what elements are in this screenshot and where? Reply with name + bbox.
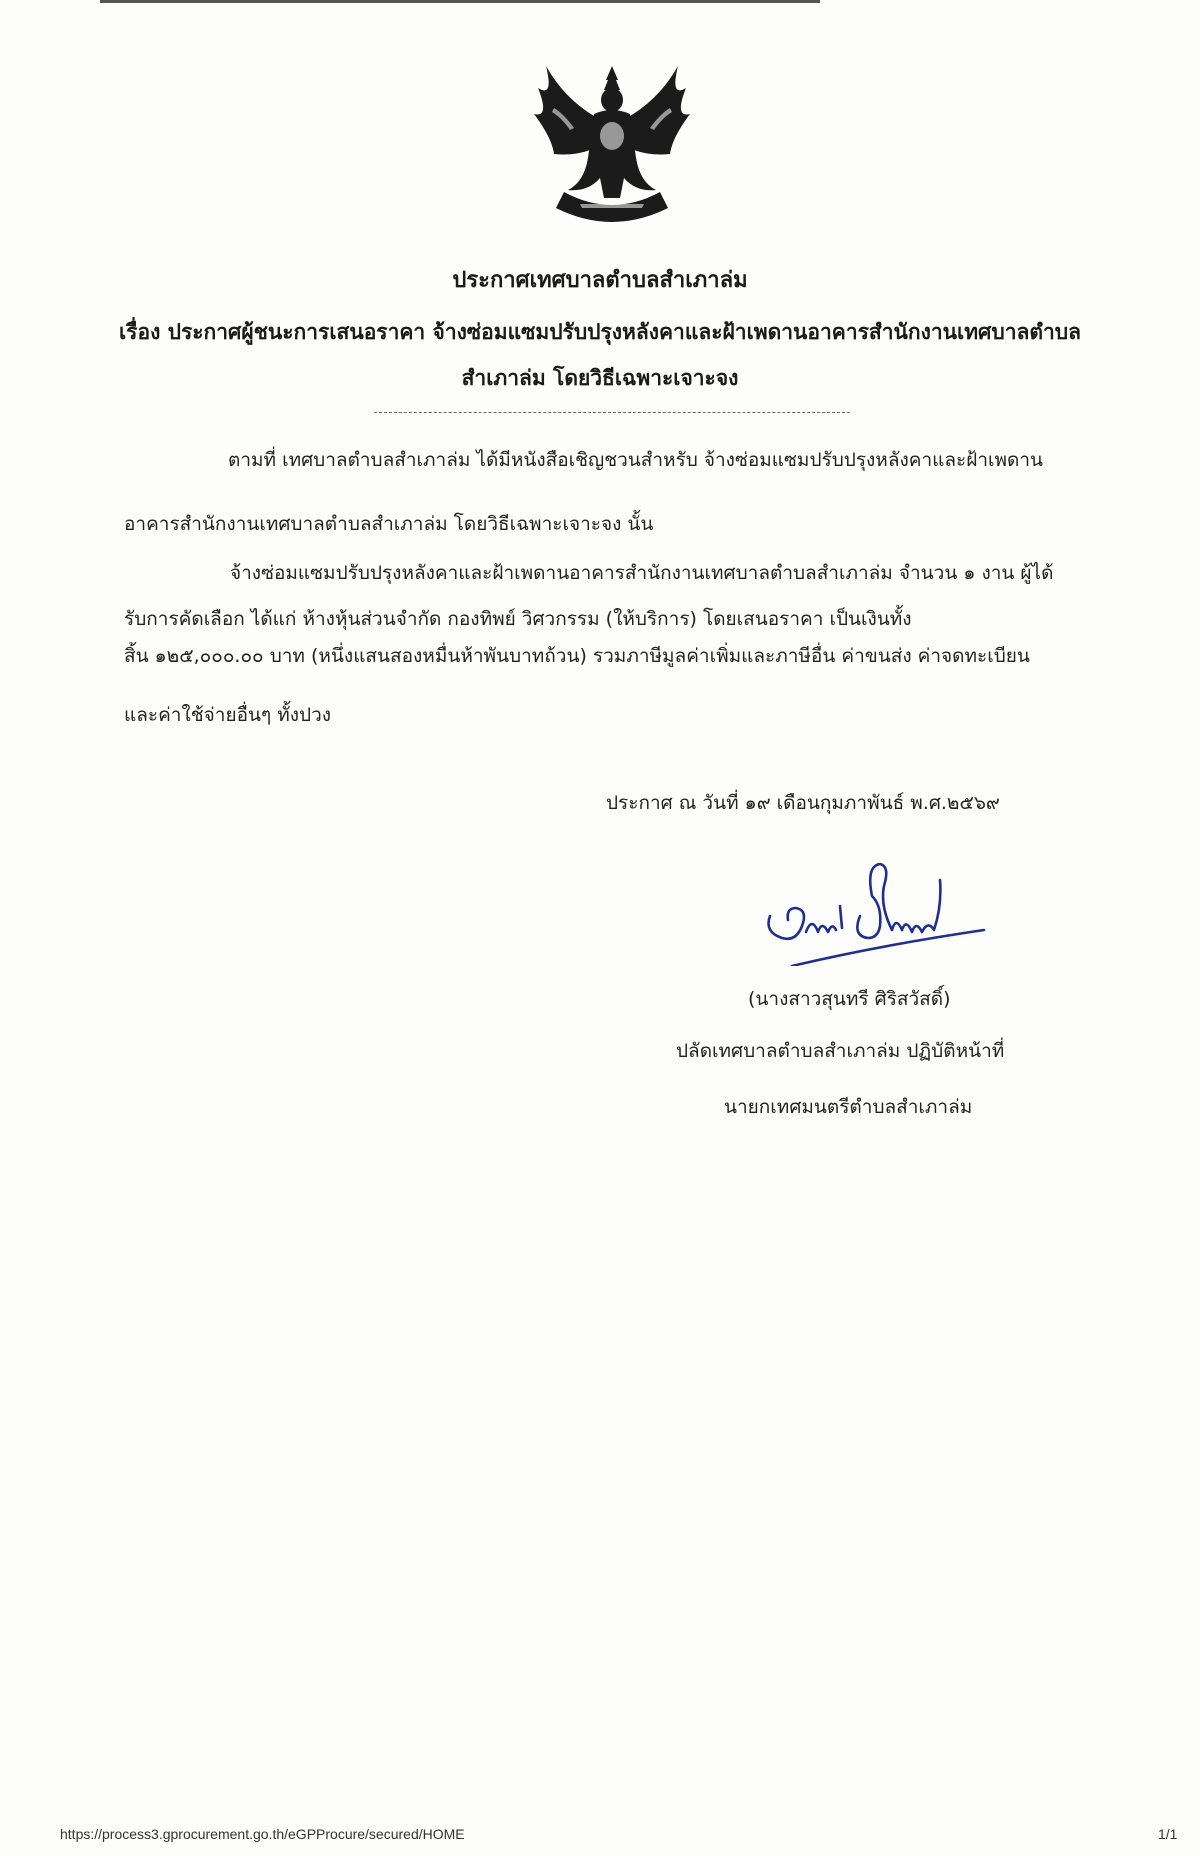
paragraph-2-line-2: รับการคัดเลือก ได้แก่ ห้างหุ้นส่วนจำกัด กองทิพย์ วิศวกรรม (ให้บริการ) โดยเสนอราคา เป็นเงินทั้ง <box>124 608 912 630</box>
paragraph-2-line-1: จ้างซ่อมแซมปรับปรุงหลังคาและฝ้าเพดานอาคารสำนักงานเทศบาลตำบลสำเภาล่ม จำนวน ๑ งาน ผู้ได้ <box>230 562 1054 584</box>
scan-top-edge <box>100 0 820 3</box>
garuda-emblem-icon <box>524 58 700 236</box>
announcement-title: ประกาศเทศบาลตำบลสำเภาล่ม <box>452 268 748 293</box>
announcement-date: ประกาศ ณ วันที่ ๑๙ เดือนกุมภาพันธ์ พ.ศ.๒๕๖๙ <box>606 792 1000 814</box>
paragraph-1-line-2: อาคารสำนักงานเทศบาลตำบลสำเภาล่ม โดยวิธีเฉพาะเจาะจง นั้น <box>124 513 654 535</box>
signer-position-line-2: นายกเทศมนตรีตำบลสำเภาล่ม <box>724 1096 973 1118</box>
signer-position-line-1: ปลัดเทศบาลตำบลสำเภาล่ม ปฏิบัติหน้าที่ <box>676 1040 1005 1062</box>
signer-name: (นางสาวสุนทรี ศิริสวัสดิ์) <box>748 988 951 1010</box>
subject-line-1: เรื่อง ประกาศผู้ชนะการเสนอราคา จ้างซ่อมแซมปรับปรุงหลังคาและฝ้าเพดานอาคารสำนักงานเทศบาลตำบล <box>119 320 1081 344</box>
footer-url: https://process3.gprocurement.go.th/eGPProcure/secured/HOME <box>60 1826 465 1842</box>
paragraph-2-line-4: และค่าใช้จ่ายอื่นๆ ทั้งปวง <box>124 704 332 726</box>
subject-line-2: สำเภาล่ม โดยวิธีเฉพาะเจาะจง <box>461 366 739 390</box>
handwritten-signature <box>756 846 986 966</box>
title-divider <box>374 412 850 413</box>
footer-page-number: 1/1 <box>1158 1826 1178 1842</box>
paragraph-2-line-3: สิ้น ๑๒๕,๐๐๐.๐๐ บาท (หนึ่งแสนสองหมื่นห้าพันบาทถ้วน) รวมภาษีมูลค่าเพิ่มและภาษีอื่น ค่าขนส่ง ค่าจดทะเบียน <box>124 645 1030 667</box>
paragraph-1-line-1: ตามที่ เทศบาลตำบลสำเภาล่ม ได้มีหนังสือเชิญชวนสำหรับ จ้างซ่อมแซมปรับปรุงหลังคาและฝ้าเพดาน <box>228 449 1044 471</box>
